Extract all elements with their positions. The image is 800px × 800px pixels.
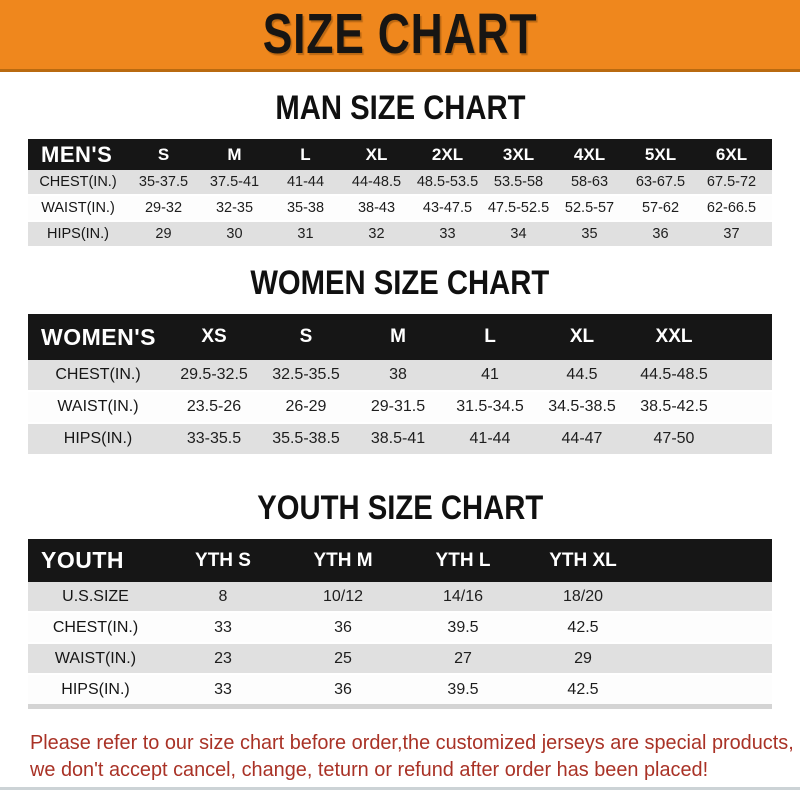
- table-row: [28, 170, 772, 195]
- size-table: [28, 539, 772, 709]
- section-title-text: WOMEN SIZE CHART: [250, 264, 550, 302]
- notice-line-1: Please refer to our size chart before order,the customized jerseys are special products,: [30, 731, 794, 754]
- row-spacer: [643, 643, 772, 674]
- banner-title: SIZE CHART: [262, 2, 538, 66]
- size-value: 36: [625, 221, 696, 247]
- row-label: WAIST(IN.): [28, 643, 163, 674]
- row-spacer: [767, 170, 772, 195]
- row-spacer: [720, 360, 772, 391]
- table-row: [28, 582, 772, 612]
- size-column-header: YTH L: [403, 539, 523, 582]
- size-value: 35-38: [270, 195, 341, 221]
- size-value: 42.5: [523, 674, 643, 707]
- size-value: 31: [270, 221, 341, 247]
- row-spacer: [643, 582, 772, 612]
- row-spacer: [720, 391, 772, 423]
- size-column-header: XL: [536, 314, 628, 360]
- size-chart-section-0: [0, 88, 800, 248]
- size-value: 43-47.5: [412, 195, 483, 221]
- size-value: 44.5: [536, 360, 628, 391]
- size-value: 38: [352, 360, 444, 391]
- row-label: HIPS(IN.): [28, 674, 163, 707]
- section-title: [0, 488, 800, 528]
- row-label: HIPS(IN.): [28, 423, 168, 455]
- section-title: [0, 263, 800, 303]
- size-value: 33-35.5: [168, 423, 260, 455]
- row-label: WAIST(IN.): [28, 195, 128, 221]
- size-value: 27: [403, 643, 523, 674]
- size-column-header: 3XL: [483, 139, 554, 170]
- table-row: [28, 674, 772, 707]
- size-value: 38-43: [341, 195, 412, 221]
- size-column-header: S: [128, 139, 199, 170]
- size-column-header: 6XL: [696, 139, 767, 170]
- row-label: WAIST(IN.): [28, 391, 168, 423]
- size-value: 33: [163, 674, 283, 707]
- table-header-row: [28, 139, 772, 170]
- section-title-text: YOUTH SIZE CHART: [257, 489, 543, 527]
- table-row: [28, 612, 772, 643]
- header-spacer: [767, 139, 772, 170]
- table-header-row: [28, 539, 772, 582]
- header-spacer: [720, 314, 772, 360]
- size-value: 36: [283, 674, 403, 707]
- size-value: 48.5-53.5: [412, 170, 483, 195]
- size-column-header: S: [260, 314, 352, 360]
- size-value: 10/12: [283, 582, 403, 612]
- size-value: 29-32: [128, 195, 199, 221]
- table-group-label: WOMEN'S: [28, 314, 168, 360]
- size-value: 37.5-41: [199, 170, 270, 195]
- table-row: [28, 221, 772, 247]
- row-label: CHEST(IN.): [28, 170, 128, 195]
- size-value: 37: [696, 221, 767, 247]
- table-header-row: [28, 314, 772, 360]
- size-value: 35-37.5: [128, 170, 199, 195]
- size-value: 39.5: [403, 674, 523, 707]
- size-value: 38.5-41: [352, 423, 444, 455]
- size-column-header: XL: [341, 139, 412, 170]
- size-column-header: 5XL: [625, 139, 696, 170]
- size-value: 29: [128, 221, 199, 247]
- size-value: 38.5-42.5: [628, 391, 720, 423]
- size-value: 58-63: [554, 170, 625, 195]
- size-value: 41-44: [444, 423, 536, 455]
- row-label: CHEST(IN.): [28, 612, 163, 643]
- row-spacer: [767, 221, 772, 247]
- size-value: 36: [283, 612, 403, 643]
- size-chart-banner: [0, 0, 800, 72]
- size-value: 32-35: [199, 195, 270, 221]
- row-label: U.S.SIZE: [28, 582, 163, 612]
- size-value: 32.5-35.5: [260, 360, 352, 391]
- size-value: 63-67.5: [625, 170, 696, 195]
- size-value: 34: [483, 221, 554, 247]
- size-value: 53.5-58: [483, 170, 554, 195]
- size-column-header: YTH M: [283, 539, 403, 582]
- size-column-header: 2XL: [412, 139, 483, 170]
- size-value: 23: [163, 643, 283, 674]
- size-value: 62-66.5: [696, 195, 767, 221]
- size-value: 47-50: [628, 423, 720, 455]
- size-chart-section-1: [0, 263, 800, 456]
- size-value: 31.5-34.5: [444, 391, 536, 423]
- size-charts-container: [0, 88, 800, 709]
- size-value: 18/20: [523, 582, 643, 612]
- size-value: 44-48.5: [341, 170, 412, 195]
- size-value: 33: [412, 221, 483, 247]
- table-group-label: MEN'S: [28, 139, 128, 170]
- table-group-label: YOUTH: [28, 539, 163, 582]
- notice-line-2: we don't accept cancel, change, teturn or refund after order has been placed!: [30, 758, 709, 781]
- size-value: 41-44: [270, 170, 341, 195]
- order-notice: [0, 729, 800, 783]
- size-value: 35.5-38.5: [260, 423, 352, 455]
- size-column-header: XS: [168, 314, 260, 360]
- size-column-header: YTH XL: [523, 539, 643, 582]
- row-spacer: [643, 674, 772, 707]
- size-value: 41: [444, 360, 536, 391]
- size-value: 67.5-72: [696, 170, 767, 195]
- size-value: 33: [163, 612, 283, 643]
- size-value: 8: [163, 582, 283, 612]
- table-row: [28, 391, 772, 423]
- table-row: [28, 423, 772, 455]
- size-column-header: 4XL: [554, 139, 625, 170]
- row-label: HIPS(IN.): [28, 221, 128, 247]
- size-table: [28, 139, 772, 248]
- section-title-text: MAN SIZE CHART: [274, 89, 526, 127]
- bottom-divider: [0, 787, 800, 790]
- size-value: 26-29: [260, 391, 352, 423]
- size-table: [28, 314, 772, 456]
- table-row: [28, 643, 772, 674]
- size-column-header: YTH S: [163, 539, 283, 582]
- row-spacer: [767, 195, 772, 221]
- size-value: 29: [523, 643, 643, 674]
- size-value: 42.5: [523, 612, 643, 643]
- table-row: [28, 360, 772, 391]
- size-column-header: XXL: [628, 314, 720, 360]
- size-value: 35: [554, 221, 625, 247]
- size-column-header: M: [352, 314, 444, 360]
- size-value: 57-62: [625, 195, 696, 221]
- size-value: 30: [199, 221, 270, 247]
- section-title: [0, 88, 800, 128]
- size-value: 25: [283, 643, 403, 674]
- size-value: 47.5-52.5: [483, 195, 554, 221]
- row-label: CHEST(IN.): [28, 360, 168, 391]
- size-chart-section-2: [0, 488, 800, 709]
- size-value: 39.5: [403, 612, 523, 643]
- size-value: 14/16: [403, 582, 523, 612]
- size-value: 44-47: [536, 423, 628, 455]
- size-value: 32: [341, 221, 412, 247]
- header-spacer: [643, 539, 772, 582]
- size-value: 23.5-26: [168, 391, 260, 423]
- size-column-header: M: [199, 139, 270, 170]
- size-column-header: L: [444, 314, 536, 360]
- size-value: 34.5-38.5: [536, 391, 628, 423]
- table-row: [28, 195, 772, 221]
- size-column-header: L: [270, 139, 341, 170]
- row-spacer: [643, 612, 772, 643]
- size-value: 29.5-32.5: [168, 360, 260, 391]
- size-value: 44.5-48.5: [628, 360, 720, 391]
- size-value: 52.5-57: [554, 195, 625, 221]
- row-spacer: [720, 423, 772, 455]
- size-value: 29-31.5: [352, 391, 444, 423]
